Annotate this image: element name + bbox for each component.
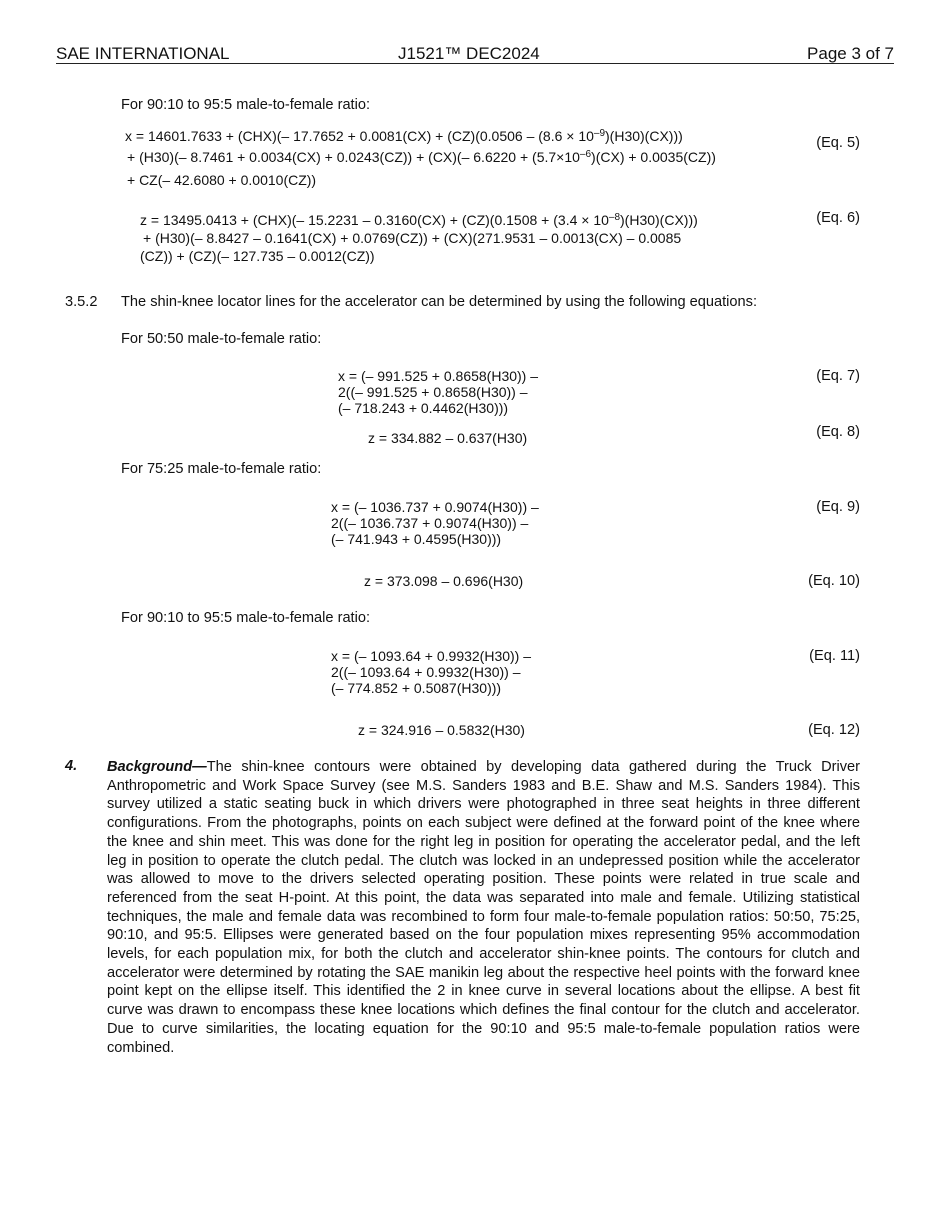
eq11-line1: x = (– 1093.64 + 0.9932(H30)) –	[331, 648, 532, 664]
eq7-label: (Eq. 7)	[816, 368, 860, 384]
eq9-line1: x = (– 1036.737 + 0.9074(H30)) –	[331, 499, 539, 515]
eq10-label: (Eq. 10)	[808, 573, 860, 589]
eq6-label: (Eq. 6)	[816, 210, 860, 226]
eq5-line2: + (H30)(– 8.7461 + 0.0034(CX) + 0.0243(CZ)) + (CX)(– $6.6220 + (5.7\times 10^{-6})(CX) + 0.0035(CZ)$)	[127, 149, 716, 165]
eq8-label: (Eq. 8)	[816, 424, 860, 440]
eq11-line3: (– 774.852 + 0.5087(H30)))	[331, 680, 502, 696]
background-paragraph	[107, 758, 860, 1057]
ratio-label-90-10: For 90:10 to 95:5 male-to-female ratio:	[121, 97, 371, 113]
header-standard: J1521™ DEC2024	[398, 44, 540, 63]
section-number: 3.5.2	[65, 294, 98, 310]
eq12-line1: z = 324.916 – 0.5832(H30)	[358, 722, 525, 738]
eq5-line1: x = 14601.7633 + (CHX)(– $17.7652 + 0.0081(CX) + (CZ)(0.0506 - (8.6 \times 10^{-9})(H30)(CX))$)	[125, 128, 683, 144]
section-text: The shin-knee locator lines for the accelerator can be determined by using the following equations:	[121, 294, 758, 310]
eq10-line1: z = 373.098 – 0.696(H30)	[364, 573, 524, 589]
eq9-line3: (– 741.943 + 0.4595(H30)))	[331, 531, 502, 547]
eq8-line1: z = 334.882 – 0.637(H30)	[368, 430, 528, 446]
eq6-line3: (CZ)) + (CZ)(– 127.735 – 0.0012(CZ))	[140, 248, 375, 264]
background-title: Background—	[107, 759, 207, 775]
ratio-label-50-50: For 50:50 male-to-female ratio:	[121, 331, 322, 347]
header-rule	[56, 63, 894, 64]
eq5-line3: + CZ(– 42.6080 + 0.0010(CZ))	[127, 172, 317, 188]
eq9-label: (Eq. 9)	[816, 499, 860, 515]
header-org: SAE INTERNATIONAL	[56, 44, 230, 63]
background-text: The shin-knee contours were obtained by developing data gathered during the Truck Driver Anthropometric and Work Space Survey (see M.S. Sanders 1983 and B.E. Shaw and M.S. Sanders 1984). This survey utilized a static seating buck in which drivers were photographed in three seat heights in three different configurations. From the photographs, points on each subject were defined at the forward point of the knee where the knee and shin meet. This was done for the right leg in position for operating the accelerator pedal, and the left leg in position to operate the clutch pedal. The clutch was locked in an undepressed position while the accelerator was allowed to move to the drivers selected operating position. These points were related in true scale and referenced from the seat H-point. At this point, the data was separated into male and female. Utilizing statistical techniques, the male and female data was recombined to form four male-to-female population ratios: 50:50, 75:25, 90:10, and 95:5. Ellipses were generated based on the four population mixes representing 95% accommodation levels, for each population mix, for both the clutch and accelerator shin-knee points. The contours for clutch and accelerator were determined by rotating the SAE manikin leg about the respective heel points with the forward knee point kept on the ellipse itself. This identified the 2 in knee curve in several locations about the ellipse. A best fit curve was drawn to encompass these knee locations which defines the final contour for the clutch and accelerator. Due to curve similarities, the locating equation for the 90:10 and 95:5 male-to-female population ratios were combined.	[107, 759, 860, 1056]
eq12-label: (Eq. 12)	[808, 722, 860, 738]
eq6-line1: z = 13495.0413 + (CHX)(– $15.2231 - 0.3160(CX) + (CZ)(0.1508 + (3.4 \times 10^{-8})(H30)(CX))$)	[140, 212, 698, 228]
background-section-number: 4.	[65, 758, 78, 774]
eq7-line1: x = (– 991.525 + 0.8658(H30)) –	[338, 368, 539, 384]
eq9-line2: 2((– 1036.737 + 0.9074(H30)) –	[331, 515, 529, 531]
eq7-line3: (– 718.243 + 0.4462(H30)))	[338, 400, 509, 416]
eq7-line2: 2((– 991.525 + 0.8658(H30)) –	[338, 384, 528, 400]
eq11-label: (Eq. 11)	[809, 648, 860, 664]
ratio-label-90-10-second: For 90:10 to 95:5 male-to-female ratio:	[121, 610, 371, 626]
eq11-line2: 2((– 1093.64 + 0.9932(H30)) –	[331, 664, 521, 680]
eq6-line2: + (H30)(– 8.8427 – 0.1641(CX) + 0.0769(CZ)) + (CX)(271.9531 – 0.0013(CX) – 0.0085	[143, 230, 682, 246]
eq5-label: (Eq. 5)	[816, 135, 860, 151]
header-page-number: Page 3 of 7	[807, 44, 894, 63]
ratio-label-75-25: For 75:25 male-to-female ratio:	[121, 461, 322, 477]
